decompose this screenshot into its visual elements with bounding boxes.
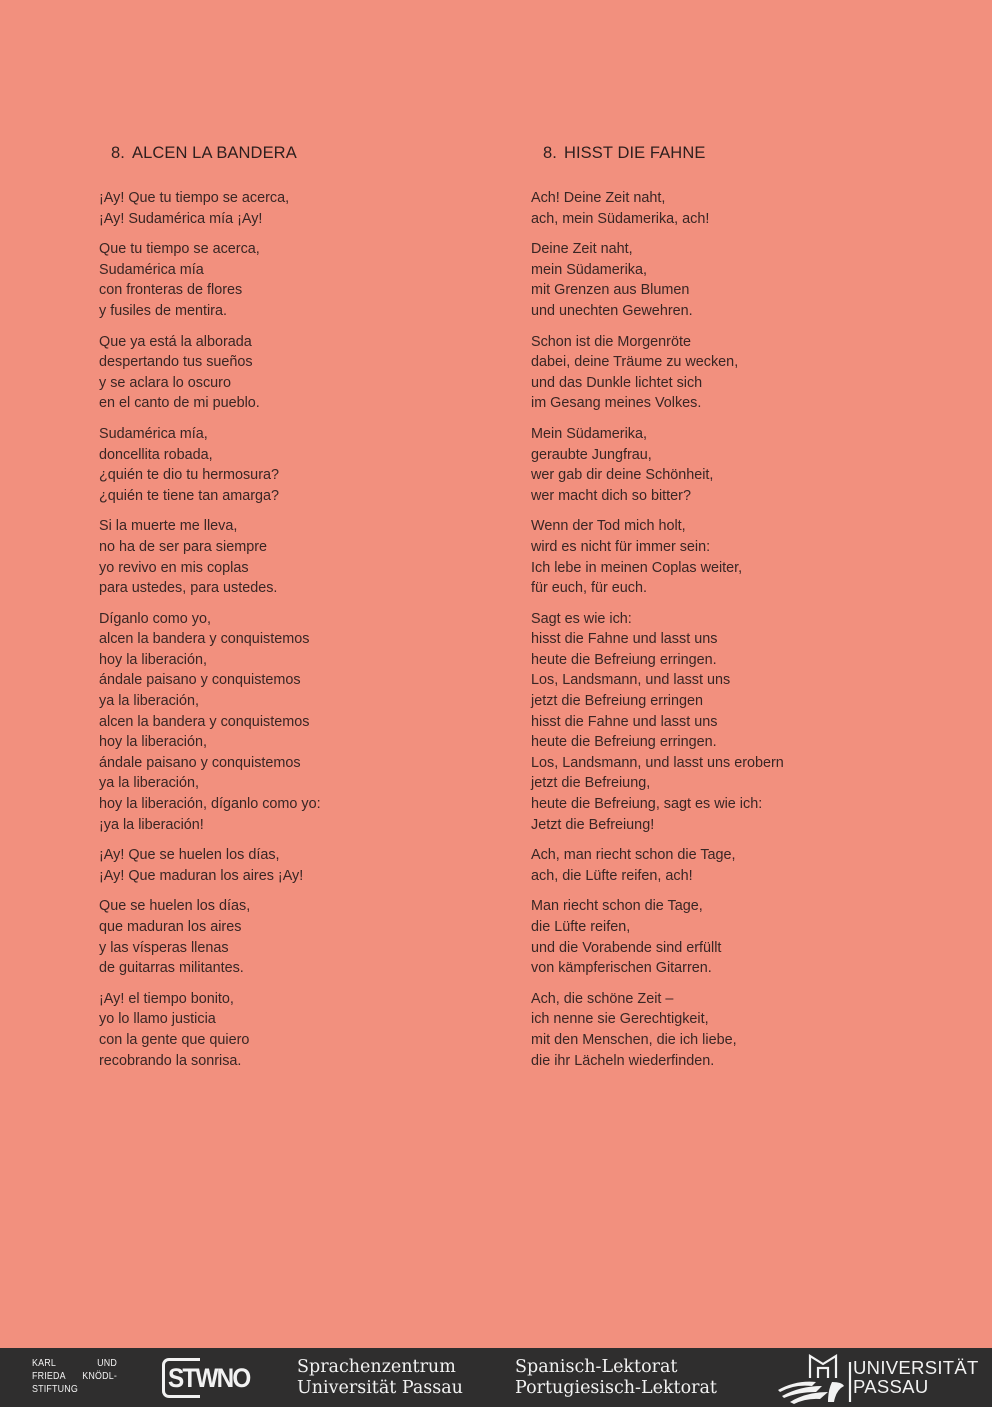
lyric-line: de guitarras militantes. [99,960,244,977]
lyric-line: die ihr Lächeln wiederfinden. [531,1052,715,1069]
stanza [99,896,499,978]
logo-line: Spanisch-Lektorat [515,1357,678,1377]
lyric-line: hisst die Fahne und lasst uns [531,631,718,648]
lyric-line: y se aclara lo oscuro [99,374,231,391]
lyric-line: Sagt es wie ich: [531,610,632,627]
lyric-line: Schon ist die Morgenröte [531,333,691,350]
kfk-word: KARL [32,1357,56,1369]
lyric-line: ya la liberación, [99,775,199,792]
stanza [531,896,951,978]
lyric-line: ich nenne sie Gerechtigkeit, [531,1011,709,1028]
german-lyrics-column [531,142,951,1081]
song-number: 8. [111,144,125,162]
lyric-line: und unechten Gewehren. [531,302,693,319]
song-number: 8. [543,144,557,162]
stanza [531,188,951,229]
stanza [99,424,499,506]
lyric-line: Que tu tiempo se acerca, [99,241,260,258]
lyric-line: Los, Landsmann, und lasst uns [531,672,731,689]
lyric-line: en el canto de mi pueblo. [99,395,260,412]
lyric-line: heute die Befreiung, sagt es wie ich: [531,796,763,813]
lyric-line: mit Grenzen aus Blumen [531,282,690,299]
lyric-line: con la gente que quiero [99,1031,250,1048]
lyric-line: Díganlo como yo, [99,610,211,627]
lyric-line: que maduran los aires [99,919,242,935]
lyric-line: ándale paisano y conquistemos [99,754,301,771]
logo-line: Universität Passau [297,1378,463,1398]
sponsor-footer [0,1348,992,1407]
kfk-word: KNÖDL- [82,1370,117,1382]
lyric-line: dabei, deine Träume zu wecken, [531,354,739,371]
lyric-line: geraubte Jungfrau, [531,446,652,463]
lyric-line: jetzt die Befreiung erringen [531,693,703,710]
stanza [99,188,499,229]
lyric-line: ya la liberación, [99,693,199,710]
logo-line: UNIVERSITÄT [853,1357,979,1378]
logo-line: Sprachenzentrum [297,1357,456,1377]
stanza [99,332,499,414]
stanza [531,989,951,1071]
lyric-line: ach, die Lüfte reifen, ach! [531,867,693,884]
lyric-line: die Lüfte reifen, [531,919,631,935]
lyric-line: para ustedes, para ustedes. [99,580,278,597]
lyric-line: yo revivo en mis coplas [99,559,249,576]
lyric-line: hoy la liberación, [99,651,207,668]
spanish-lyrics-column [99,142,499,1081]
lyric-line: ¡Ay! Sudamérica mía ¡Ay! [99,210,263,227]
lyric-line: Sudamérica mía [99,261,204,278]
lyric-line: yo lo llamo justicia [99,1011,216,1028]
lyric-line: für euch, für euch. [531,580,647,597]
stanza [531,845,951,886]
kfk-word: STIFTUNG [32,1383,78,1395]
lyric-line: ¡Ay! el tiempo bonito, [99,990,234,1007]
stanza [531,332,951,414]
song-title-text: ALCEN LA BANDERA [131,144,297,162]
lyric-line: doncellita robada, [99,446,213,463]
lyric-line: wer macht dich so bitter? [531,487,691,504]
logo-line: PASSAU [853,1376,929,1397]
lyric-line: Los, Landsmann, und lasst uns erobern [531,754,784,771]
lyric-line: despertando tus sueños [99,354,253,371]
stanza [99,845,499,886]
lyric-line: Ich lebe in meinen Coplas weiter, [531,559,743,576]
stanza [99,609,499,836]
lyric-line: wer gab dir deine Schönheit, [531,467,714,484]
lyric-line: Mein Südamerika, [531,425,647,442]
lyric-line: und die Vorabende sind erfüllt [531,939,722,956]
lyric-line: Man riecht schon die Tage, [531,898,703,915]
stanza [531,516,951,598]
lyric-line: ¿quién te tiene tan amarga? [99,487,280,504]
lyric-line: Que ya está la alborada [99,333,252,350]
lyric-line: wird es nicht für immer sein: [531,538,711,555]
lyric-line: hoy la liberación, [99,734,207,751]
lyric-line: Ach, die schöne Zeit – [531,990,674,1007]
university-passau-wordmark [853,1358,979,1396]
lyric-line: Deine Zeit naht, [531,241,633,258]
lyric-line: y fusiles de mentira. [99,302,227,319]
lyric-line: Sudamérica mía, [99,425,208,442]
stwno-logo: STWNO [168,1363,250,1393]
lyric-line: con fronteras de flores [99,282,243,299]
lyric-line: Ach, man riecht schon die Tage, [531,847,736,864]
german-song-title [543,142,951,164]
lyric-line: jetzt die Befreiung, [531,775,651,792]
lyric-line: y las vísperas llenas [99,939,229,956]
stanza [99,989,499,1071]
lyric-line: heute die Befreiung erringen. [531,734,717,751]
lyric-line: Que se huelen los días, [99,898,251,915]
song-title-text: HISST DIE FAHNE [563,144,706,162]
lyric-line: mein Südamerika, [531,261,647,278]
kfk-word: FRIEDA [32,1370,66,1382]
german-stanzas [531,188,951,1071]
logo-line: Portugiesisch-Lektorat [515,1378,717,1398]
knoedl-stiftung-logo [32,1357,117,1396]
lyric-line: heute die Befreiung erringen. [531,651,717,668]
stanza [99,239,499,321]
kfk-word: UND [97,1357,117,1369]
lyric-line: im Gesang meines Volkes. [531,395,702,412]
lyric-line: recobrando la sonrisa. [99,1052,242,1069]
lyric-line: von kämpferischen Gitarren. [531,960,712,977]
lyric-line: alcen la bandera y conquistemos [99,631,310,648]
spanish-song-title [111,142,499,164]
lyric-line: alcen la bandera y conquistemos [99,713,310,730]
stanza [99,516,499,598]
lyric-line: ándale paisano y conquistemos [99,672,301,689]
lyric-line: Si la muerte me lleva, [99,518,238,535]
stanza [531,239,951,321]
lyric-line: ¡Ay! Que se huelen los días, [99,847,280,864]
lyric-line: und das Dunkle lichtet sich [531,374,703,391]
university-passau-emblem-icon [776,1352,854,1404]
lyric-line: hoy la liberación, díganlo como yo: [99,796,321,813]
stanza [531,424,951,506]
lyric-line: Ach! Deine Zeit naht, [531,190,666,206]
lyric-line: Wenn der Tod mich holt, [531,518,686,535]
lyric-line: ¡Ay! Que maduran los aires ¡Ay! [99,867,304,884]
lyric-line: ¿quién te dio tu hermosura? [99,467,279,484]
lyric-line: ¡Ay! Que tu tiempo se acerca, [99,190,290,206]
spanish-stanzas [99,188,499,1071]
lyric-line: no ha de ser para siempre [99,538,267,555]
sprachenzentrum-logo [297,1357,463,1399]
stanza [531,609,951,836]
lyric-line: Jetzt die Befreiung! [531,816,655,833]
lyric-line: ¡ya la liberación! [99,816,204,833]
lyric-line: hisst die Fahne und lasst uns [531,713,718,730]
lyric-line: ach, mein Südamerika, ach! [531,210,710,227]
lyric-line: mit den Menschen, die ich liebe, [531,1031,737,1048]
lektorat-logo [515,1357,717,1399]
